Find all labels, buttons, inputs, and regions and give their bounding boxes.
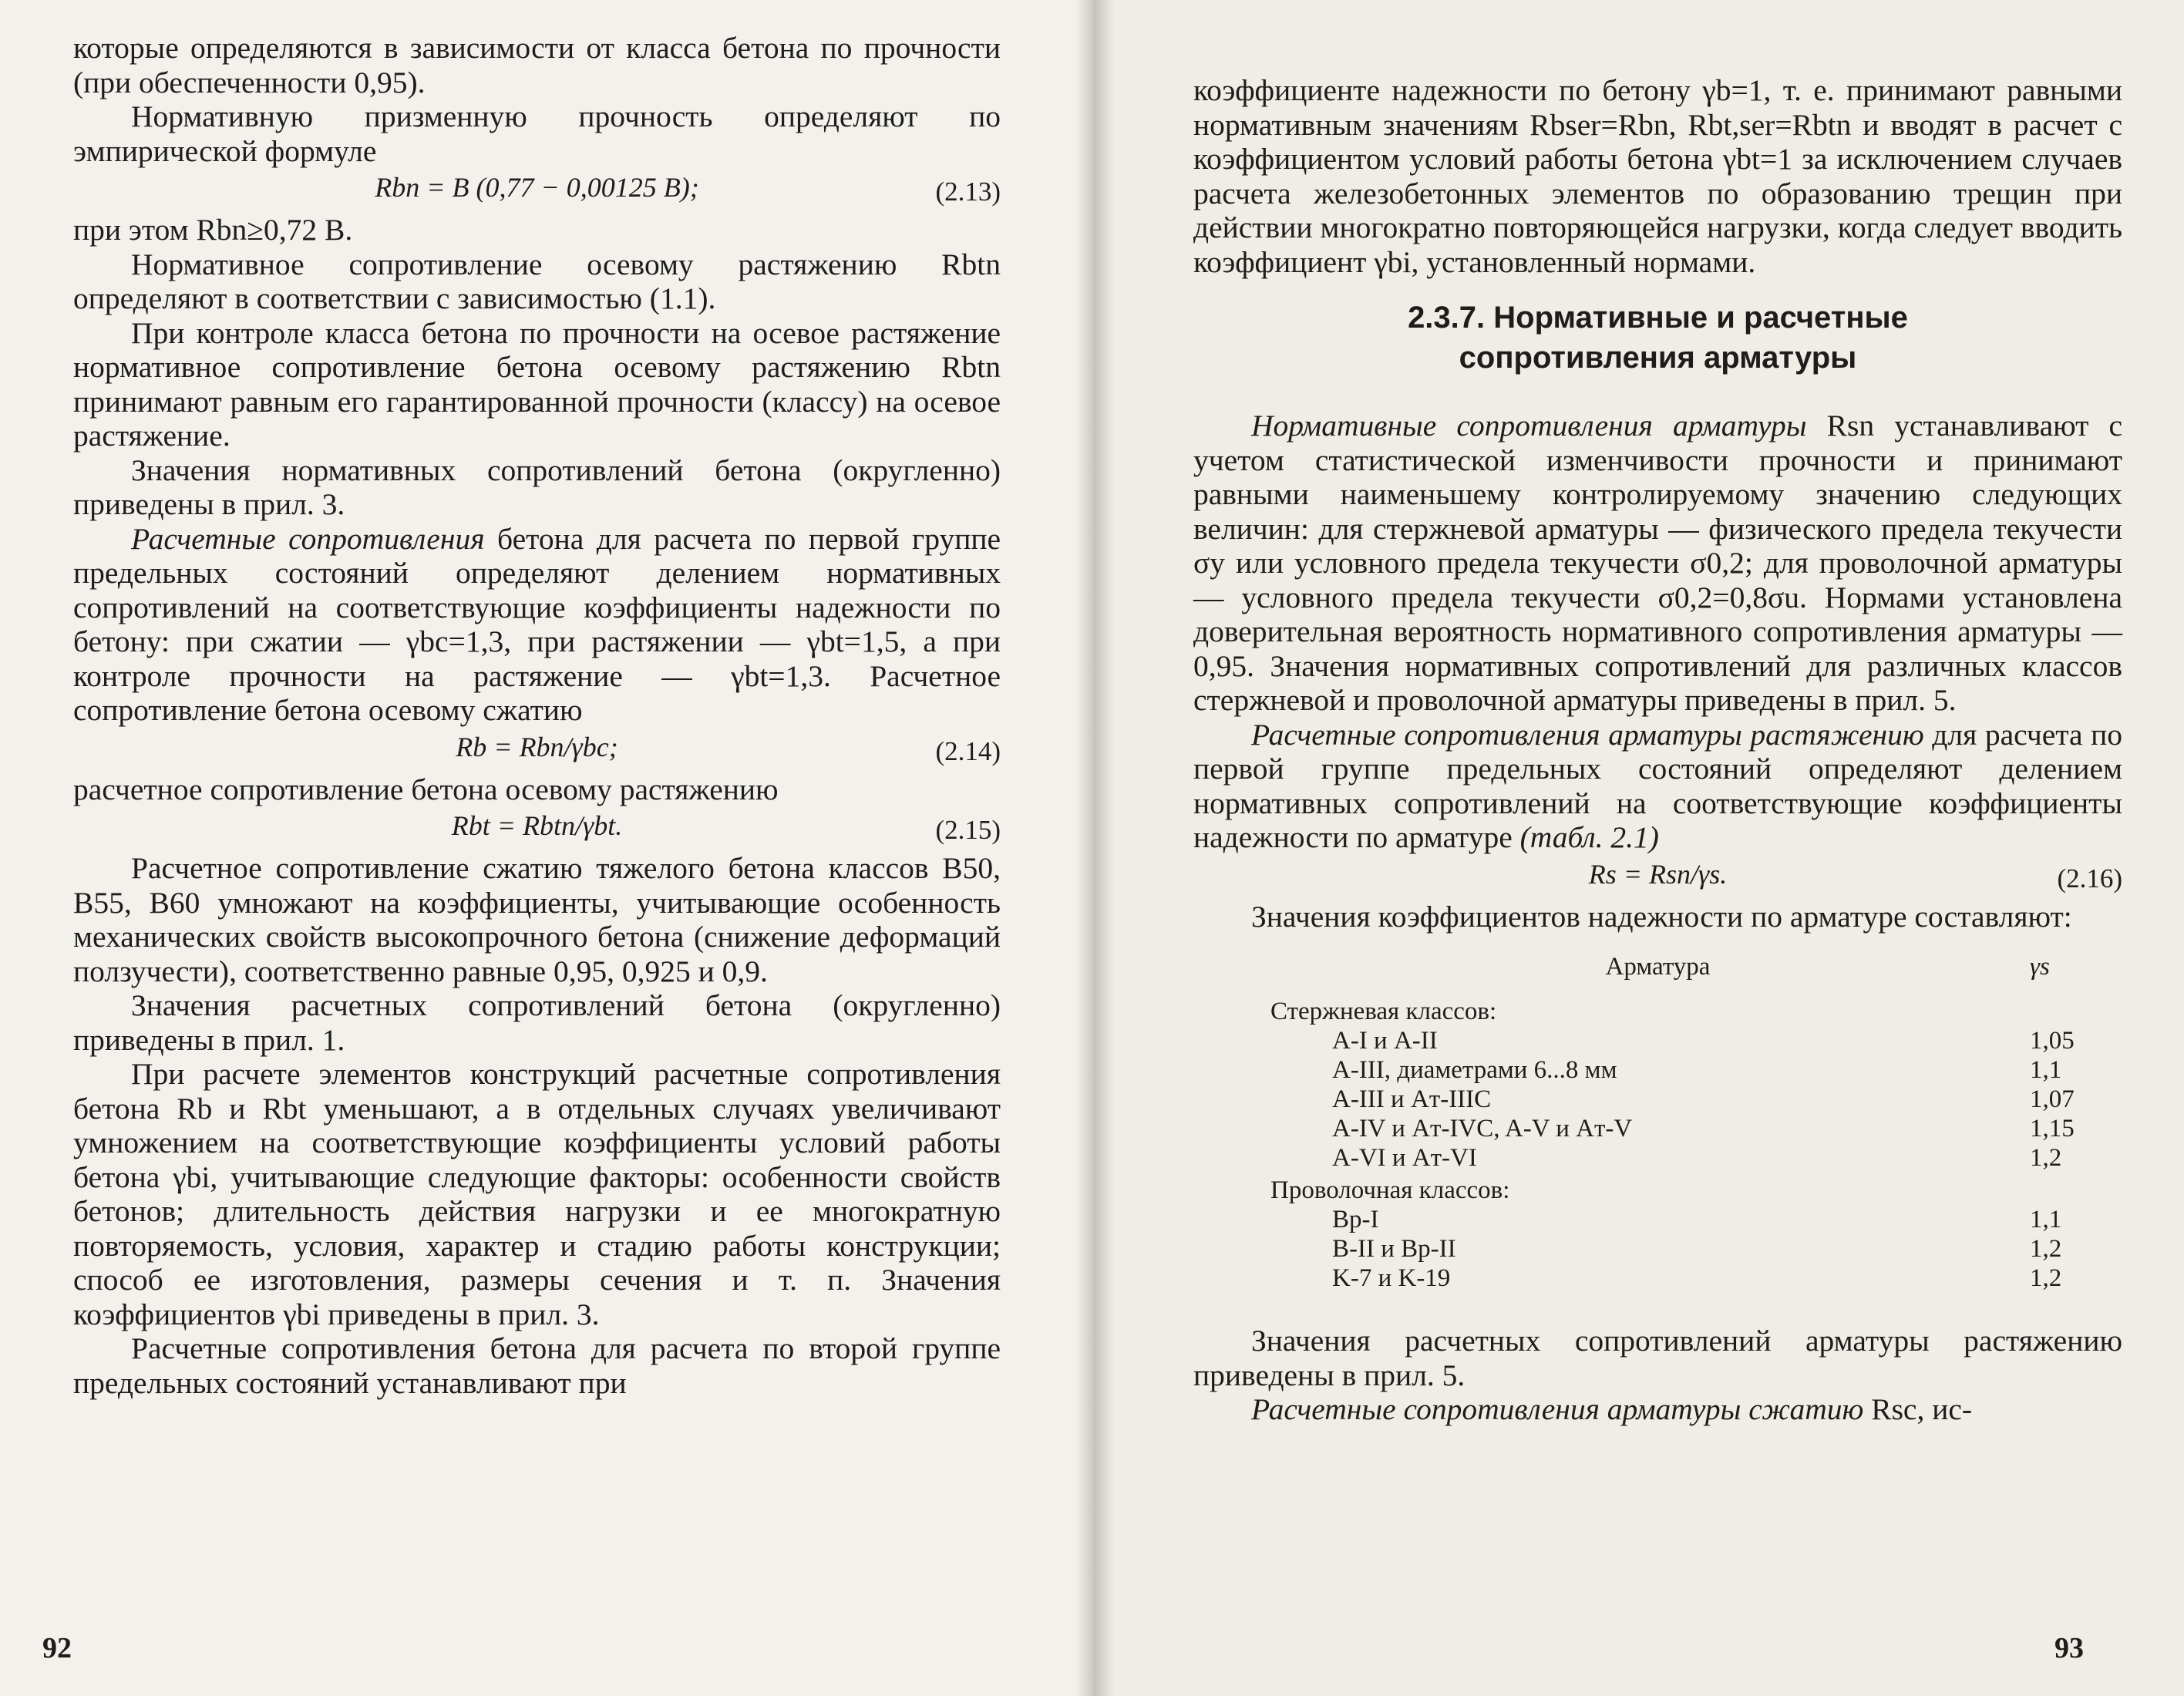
group-label-rod: Стержневая классов: (1270, 998, 1497, 1025)
formula-number: (2.14) (935, 735, 1001, 766)
right-page (1093, 0, 2184, 1696)
row-name: A-IV и Aт-IVC, A-V и Aт-V (1332, 1115, 1633, 1142)
paragraph-design-resistance (73, 522, 1001, 728)
paragraph: При расчете элементов конструкций расчетные сопротивления бетона Rb и Rbt уменьшают, а в отдельных случаях увеличивают умножением на соответствующие коэффициенты условий работы бетона γbi, учитывающие следующие факторы: особенности свойств бетонов; длительность действия нагрузки и ее многократную повторяемость, условия, характер и стадию работы конструкции; способ ее изготовления, размеры сечения и т. п. Значения коэффициентов γbi приведены в прил. 3. (73, 1057, 1001, 1331)
reliability-coefficients-table (1193, 952, 2122, 1293)
row-value: 1,2 (2030, 1144, 2062, 1172)
row-value: 1,2 (2030, 1264, 2062, 1292)
italic-term: Расчетные сопротивления арматуры сжатию (1251, 1392, 1864, 1426)
paragraph-text: Rsc, ис- (1863, 1392, 1973, 1426)
table-header (1193, 952, 2122, 981)
table-row (1193, 1143, 2122, 1173)
italic-term: Расчетные сопротивления (131, 521, 485, 556)
table-row (1193, 1114, 2122, 1143)
table-row (1193, 1026, 2122, 1055)
row-value: 1,15 (2030, 1115, 2075, 1142)
paragraph: расчетное сопротивление бетона осевому растяжению (73, 772, 779, 806)
paragraph-text: Rsn устанавливают с учетом статистической изменчивости прочности и принимают равными наименьшему контролируемому значению следующих величин: для стержневой арматуры — физического предела текучести σy или условного предела текучести σ0,2; для проволочной арматуры — условного предела текучести σ0,2=0,8σu. Нормами установлена доверительная вероятность нормативного сопротивления арматуры — 0,95. Значения нормативных сопротивлений для различных классов стержневой и проволочной арматуры приведены в прил. 5. (1193, 409, 2123, 717)
table-row (1193, 1085, 2122, 1114)
formula-2-15 (73, 806, 1001, 851)
paragraph-tension (1193, 718, 2122, 855)
book-gutter (1075, 0, 1114, 1696)
paragraph: Расчетное сопротивление сжатию тяжелого бетона классов B50, B55, B60 умножают на коэффициенты, учитывающие особенность механических свойств высокопрочного бетона (снижение деформаций ползучести), соответственно равные 0,95, 0,925 и 0,9. (73, 851, 1001, 988)
row-name: A-VI и Aт-VI (1332, 1144, 1477, 1172)
row-name: K-7 и K-19 (1332, 1264, 1451, 1292)
formula-number: (2.16) (2057, 863, 2122, 893)
section-title-line: 2.3.7. Нормативные и расчетные (1408, 301, 1908, 335)
paragraph: при этом Rbn≥0,72 B. (73, 213, 353, 247)
formula-number: (2.13) (935, 177, 1001, 207)
paragraph: Значения коэффициентов надежности по арматуре составляют: (1251, 899, 2072, 934)
paragraph: коэффициенте надежности по бетону γb=1, т. е. принимают равными нормативным значениям Rbser=Rbn, Rbt,ser=Rbtn и вводят в расчет с коэффициентом условий работы бетона γbt=1 за исключением случаев расчета железобетонных элементов по образованию трещин при действии многократно повторяющейся нагрузки, когда следует вводить коэффициент γbi, установленный нормами. (1193, 73, 2122, 279)
row-value: 1,1 (2030, 1206, 2062, 1233)
section-title (1193, 298, 2122, 378)
row-name: Bp-I (1332, 1206, 1379, 1233)
page-number: 92 (42, 1632, 72, 1664)
paragraph: При контроле класса бетона по прочности на осевое растяжение нормативное сопротивление бетона осевому растяжению Rbtn принимают равным его гарантированной прочности (классу) на осевое растяжение. (73, 315, 1001, 453)
paragraph: Нормативное сопротивление осевому растяжению Rbtn определяют в соответствии с зависимостью (1.1). (73, 247, 1001, 315)
row-name: A-III, диаметрами 6...8 мм (1332, 1056, 1617, 1084)
table-row (1193, 1055, 2122, 1085)
header-gamma: γs (2030, 953, 2050, 981)
italic-term: Расчетные сопротивления арматуры растяжению (1251, 717, 1924, 752)
row-value: 1,07 (2030, 1085, 2075, 1113)
page-number: 93 (2054, 1632, 2084, 1664)
formula-2-14 (73, 728, 1001, 772)
paragraph-text: для расчета по первой группе предельных состояний определяют делением нормативных сопротивлений на соответствующие коэффициенты надежности по арматуре (1193, 717, 2122, 854)
paragraph: которые определяются в зависимости от класса бетона по прочности (при обеспеченности 0,95). (73, 31, 1001, 99)
formula-text: Rbn = B (0,77 − 0,00125 B); (375, 172, 699, 203)
table-row (1193, 1205, 2122, 1234)
paragraph: Значения расчетных сопротивлений арматуры растяжению приведены в прил. 5. (1193, 1324, 2122, 1392)
table-row (1193, 1264, 2122, 1293)
row-value: 1,1 (2030, 1056, 2062, 1084)
formula-2-13 (73, 168, 1001, 213)
group-label-wire: Проволочная классов: (1270, 1176, 1510, 1204)
row-name: A-III и Aт-IIIC (1332, 1085, 1492, 1113)
row-value: 1,05 (2030, 1027, 2075, 1055)
paragraph-compression (1193, 1392, 2122, 1427)
formula-text: Rs = Rsn/γs. (1588, 858, 1728, 890)
row-name: B-II и Bp-II (1332, 1235, 1456, 1263)
row-name: A-I и A-II (1332, 1027, 1438, 1055)
formula-text: Rb = Rbn/γbc; (456, 731, 618, 762)
paragraph: Значения нормативных сопротивлений бетона (округленно) приведены в прил. 3. (73, 453, 1001, 521)
formula-number: (2.15) (935, 815, 1001, 845)
paragraph-text: бетона для расчета по первой группе предельных состояний определяют делением нормативных сопротивлений на соответствующие коэффициенты надежности по бетону: при сжатии — γbc=1,3, при растяжении — γbt=1,5, а при контроле прочности на растяжение — γbt=1,3. Расчетное сопротивление бетона осевому сжатию (73, 521, 1001, 727)
table-row (1193, 1234, 2122, 1264)
formula-text: Rbt = Rbtn/γbt. (451, 810, 623, 841)
paragraph: Нормативную призменную прочность определяют по эмпирической формуле (73, 99, 1001, 168)
table-reference: (табл. 2.1) (1519, 820, 1659, 854)
italic-term: Нормативные сопротивления арматуры (1251, 409, 1807, 443)
formula-2-16 (1193, 855, 2122, 900)
section-title-line: сопротивления арматуры (1459, 341, 1857, 375)
paragraph: Значения расчетных сопротивлений бетона (округленно) приведены в прил. 1. (73, 988, 1001, 1057)
row-value: 1,2 (2030, 1235, 2062, 1263)
paragraph-normative (1193, 409, 2122, 718)
paragraph: Расчетные сопротивления бетона для расчета по второй группе предельных состояний устанавливают при (73, 1331, 1001, 1400)
header-armature: Арматура (1605, 953, 1711, 981)
